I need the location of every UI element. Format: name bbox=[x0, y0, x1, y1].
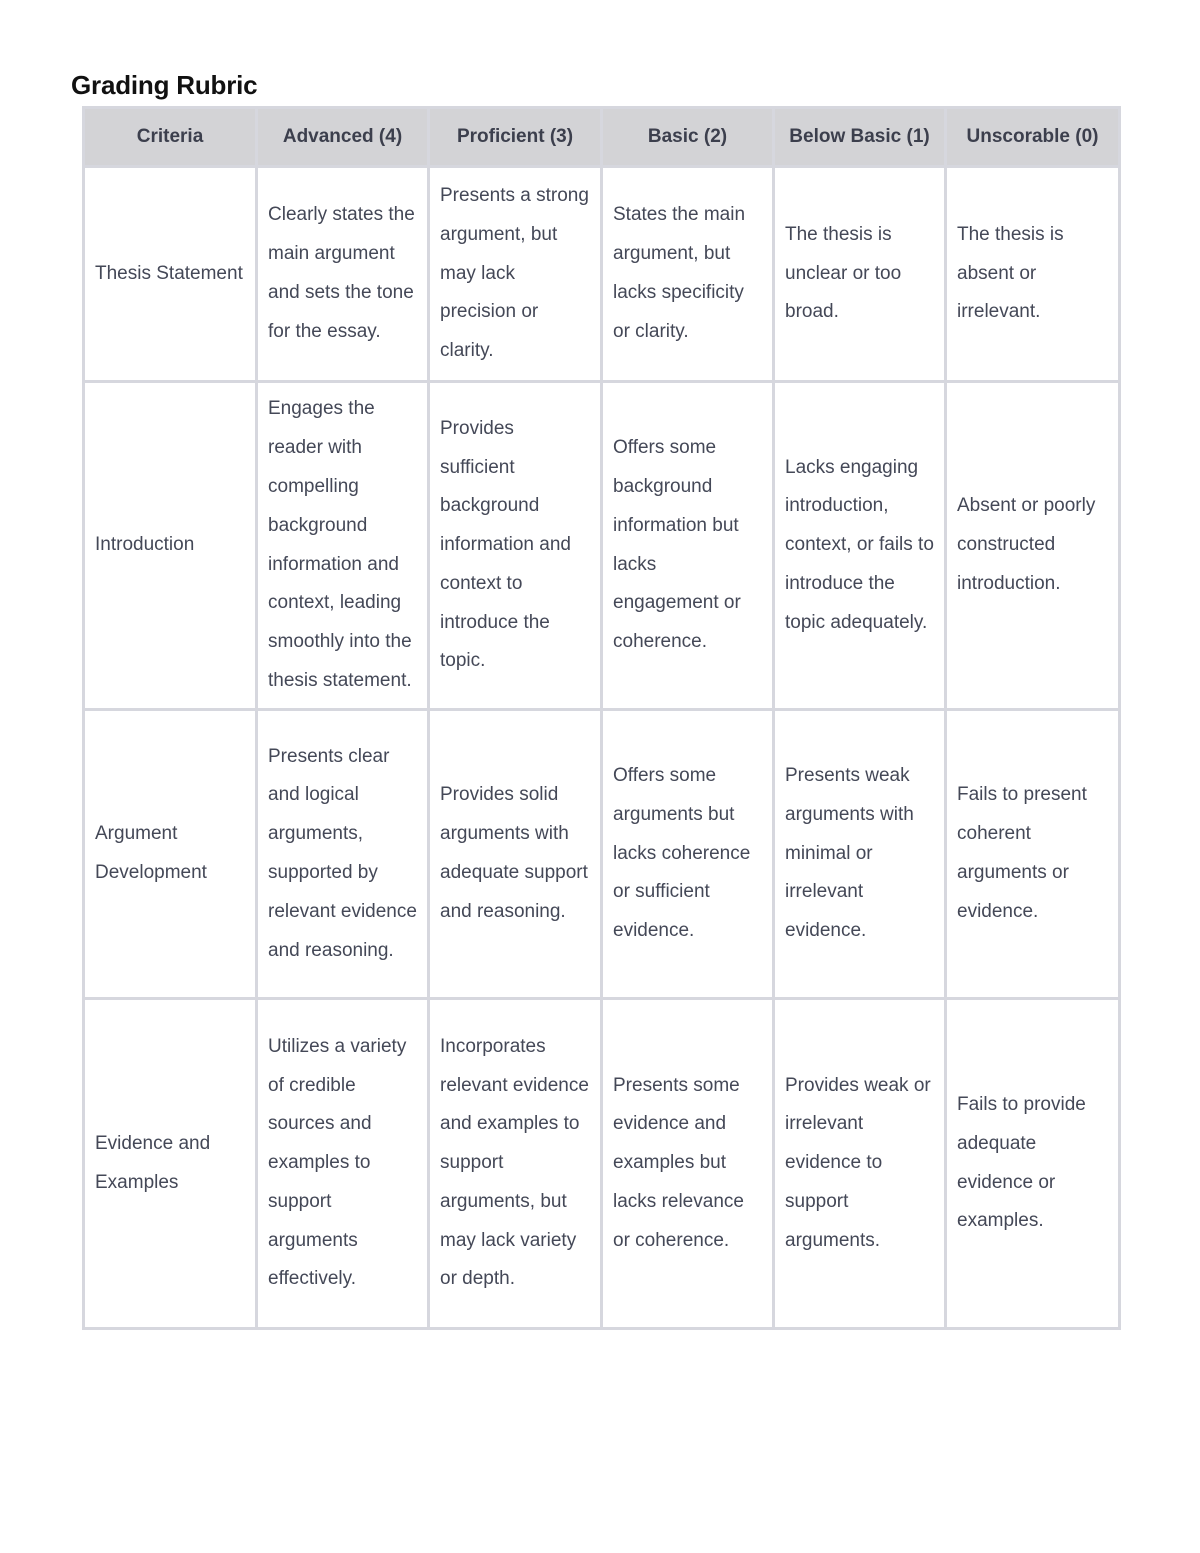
cell-unscorable: Fails to present coherent arguments or evidence. bbox=[946, 710, 1120, 999]
header-basic: Basic (2) bbox=[602, 108, 774, 167]
cell-below-basic: Provides weak or irrelevant evidence to support arguments. bbox=[774, 999, 946, 1329]
cell-basic: Offers some arguments but lacks coherence or sufficient evidence. bbox=[602, 710, 774, 999]
cell-criteria: Thesis Statement bbox=[84, 167, 257, 382]
cell-criteria: Argument Development bbox=[84, 710, 257, 999]
cell-unscorable: Absent or poorly constructed introduction. bbox=[946, 382, 1120, 710]
cell-basic: Presents some evidence and examples but lacks relevance or coherence. bbox=[602, 999, 774, 1329]
cell-advanced: Engages the reader with compelling background information and context, leading smoothly into the thesis statement. bbox=[257, 382, 429, 710]
table-header-row bbox=[84, 108, 1120, 167]
cell-proficient: Provides sufficient background information and context to introduce the topic. bbox=[429, 382, 602, 710]
header-criteria: Criteria bbox=[84, 108, 257, 167]
cell-advanced: Presents clear and logical arguments, supported by relevant evidence and reasoning. bbox=[257, 710, 429, 999]
cell-proficient: Provides solid arguments with adequate support and reasoning. bbox=[429, 710, 602, 999]
cell-proficient: Presents a strong argument, but may lack precision or clarity. bbox=[429, 167, 602, 382]
cell-advanced: Utilizes a variety of credible sources and examples to support arguments effectively. bbox=[257, 999, 429, 1329]
cell-criteria: Evidence and Examples bbox=[84, 999, 257, 1329]
cell-proficient: Incorporates relevant evidence and examples to support arguments, but may lack variety or depth. bbox=[429, 999, 602, 1329]
cell-criteria: Introduction bbox=[84, 382, 257, 710]
cell-below-basic: Presents weak arguments with minimal or irrelevant evidence. bbox=[774, 710, 946, 999]
cell-below-basic: Lacks engaging introduction, context, or fails to introduce the topic adequately. bbox=[774, 382, 946, 710]
cell-basic: States the main argument, but lacks specificity or clarity. bbox=[602, 167, 774, 382]
header-below-basic: Below Basic (1) bbox=[774, 108, 946, 167]
cell-below-basic: The thesis is unclear or too broad. bbox=[774, 167, 946, 382]
cell-unscorable: The thesis is absent or irrelevant. bbox=[946, 167, 1120, 382]
cell-unscorable: Fails to provide adequate evidence or examples. bbox=[946, 999, 1120, 1329]
page-title: Grading Rubric bbox=[71, 70, 258, 100]
cell-basic: Offers some background information but lacks engagement or coherence. bbox=[602, 382, 774, 710]
table-row-introduction bbox=[84, 382, 1120, 710]
cell-advanced: Clearly states the main argument and sets the tone for the essay. bbox=[257, 167, 429, 382]
header-advanced: Advanced (4) bbox=[257, 108, 429, 167]
table-row-evidence-and-examples bbox=[84, 999, 1120, 1329]
header-unscorable: Unscorable (0) bbox=[946, 108, 1120, 167]
header-proficient: Proficient (3) bbox=[429, 108, 602, 167]
table-row-argument-development bbox=[84, 710, 1120, 999]
table-row-thesis-statement bbox=[84, 167, 1120, 382]
rubric-table bbox=[82, 106, 1121, 1330]
